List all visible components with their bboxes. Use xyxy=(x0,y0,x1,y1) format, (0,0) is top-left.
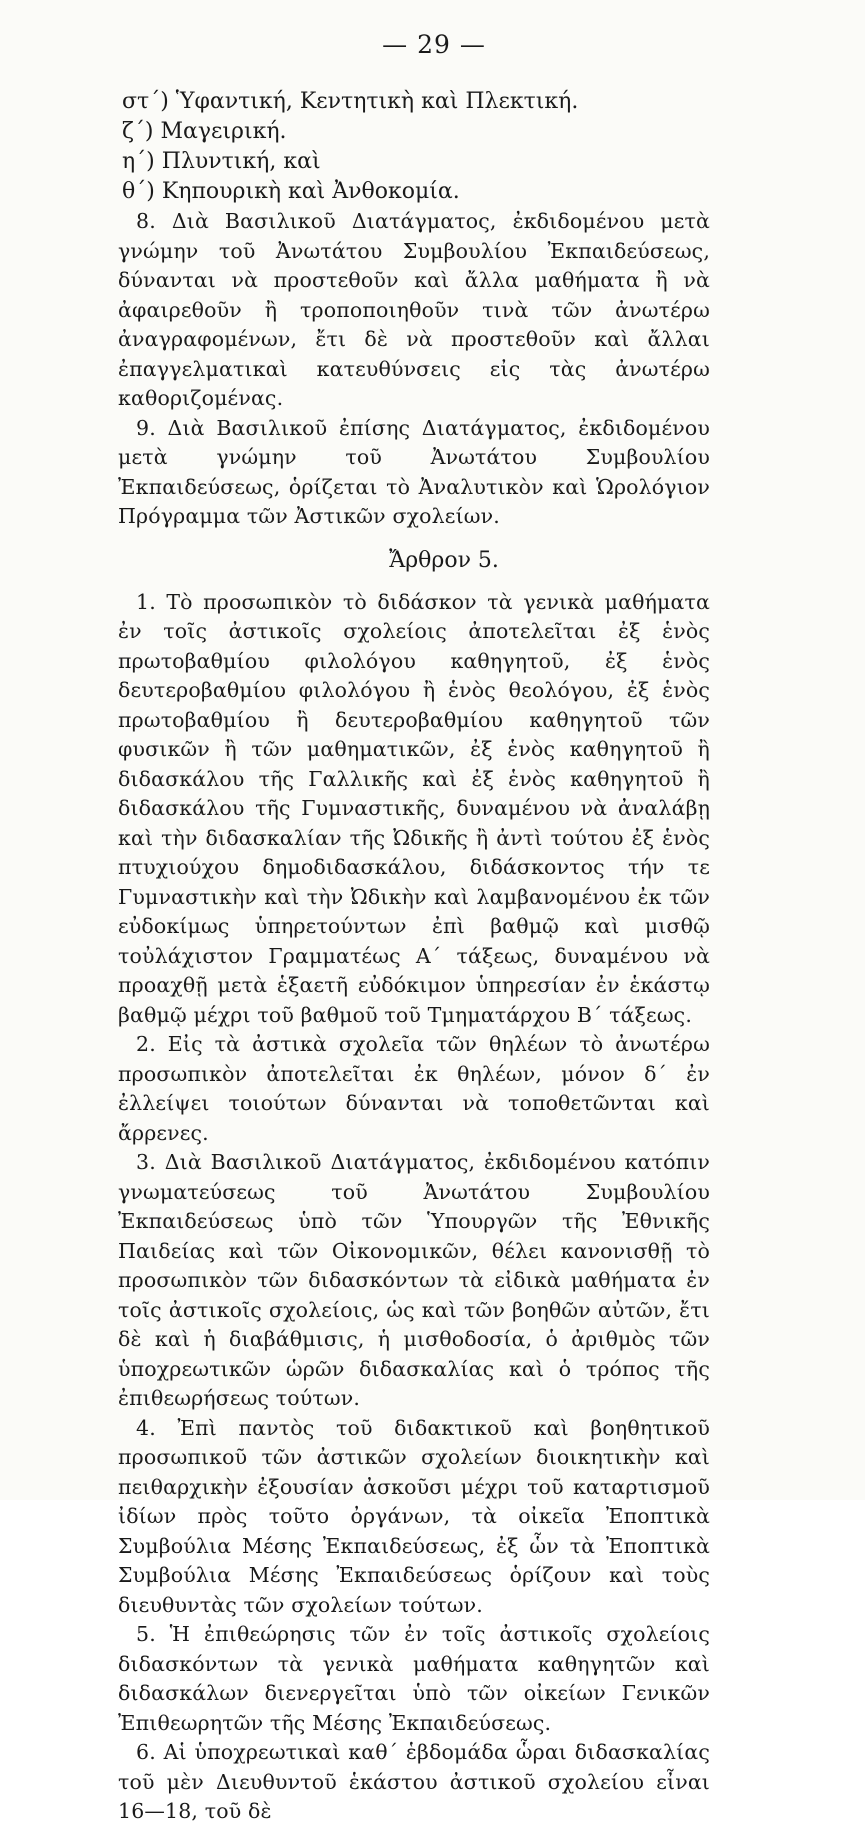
article-5-body xyxy=(118,588,710,1827)
list-item: η΄) Πλυντική, καὶ xyxy=(122,149,321,174)
paragraph-6: 6. Αἱ ὑποχρεωτικαὶ καθ΄ ἑβδομάδα ὧραι διδασκαλίας τοῦ μὲν Διευθυντοῦ ἑκάστου ἀστικοῦ σχολείου εἶναι 16—18, τοῦ δὲ xyxy=(118,1740,710,1823)
paragraph-8: 8. Διὰ Βασιλικοῦ Διατάγματος, ἐκδιδομένου μετὰ γνώμην τοῦ Ἀνωτάτου Συμβουλίου Ἐκπαιδεύσεως, δύνανται νὰ προστεθοῦν καὶ ἄλλα μαθήματα ἢ νὰ ἀφαιρεθοῦν ἢ τροποποιηθοῦν τινὰ τῶν ἀνωτέρω ἀναγραφομένων, ἔτι δὲ νὰ προστεθοῦν καὶ ἄλλαι ἐπαγγελματικαὶ κατευθύνσεις εἰς τὰς ἀνωτέρω καθοριζομένας. xyxy=(118,209,710,410)
page-number: — 29 — xyxy=(382,30,486,59)
paragraph-5: 5. Ἡ ἐπιθεώρησις τῶν ἐν τοῖς ἀστικοῖς σχολείοις διδασκόντων τὰ γενικὰ μαθήματα καθηγητῶν καὶ διδασκάλων διενεργεῖται ὑπὸ τῶν οἰκείων Γενικῶν Ἐπιθεωρητῶν τῆς Μέσης Ἐκπαιδεύσεως. xyxy=(118,1622,710,1735)
paragraph-1: 1. Τὸ προσωπικὸν τὸ διδάσκον τὰ γενικὰ μαθήματα ἐν τοῖς ἀστικοῖς σχολείοις ἀποτελεῖται ἐξ ἑνὸς πρωτοβαθμίου φιλολόγου καθηγητοῦ, ἐξ ἑνὸς δευτεροβαθμίου φιλολόγου ἢ ἑνὸς θεολόγου, ἐξ ἑνὸς πρωτοβαθμίου ἢ δευτεροβαθμίου καθηγητοῦ τῶν φυσικῶν ἢ τῶν μαθηματικῶν, ἐξ ἑνὸς καθηγητοῦ ἢ διδασκάλου τῆς Γαλλικῆς καὶ ἐξ ἑνὸς καθηγητοῦ ἢ διδασκάλου τῆς Γυμναστικῆς, δυναμένου νὰ ἀναλάβῃ καὶ τὴν διδασκαλίαν τῆς Ὠδικῆς ἢ ἀντὶ τούτου ἐξ ἑνὸς πτυχιούχου δημοδιδασκάλου, διδάσκοντος τήν τε Γυμναστικὴν καὶ τὴν Ὠδικὴν καὶ λαμβανομένου ἐκ τῶν εὐδοκίμως ὑπηρετούντων ἐπὶ βαθμῷ καὶ μισθῷ τοὐλάχιστον Γραμματέως Α΄ τάξεως, δυναμένου νὰ προαχθῇ μετὰ ἑξαετῆ εὐδόκιμον ὑπηρεσίαν ἐν ἑκάστῳ βαθμῷ μέχρι τοῦ βαθμοῦ τοῦ Τμηματάρχου Β΄ τάξεως. xyxy=(118,589,710,1027)
paragraph-2: 2. Εἰς τὰ ἀστικὰ σχολεῖα τῶν θηλέων τὸ ἀνωτέρω προσωπικὸν ἀποτελεῖται ἐκ θηλέων, μόνον δ΄ ἐν ἐλλείψει τοιούτων δύνανται νὰ τοποθετῶνται καὶ ἄρρενες. xyxy=(118,1032,710,1145)
paragraph-3: 3. Διὰ Βασιλικοῦ Διατάγματος, ἐκδιδομένου κατόπιν γνωματεύσεως τοῦ Ἀνωτάτου Συμβουλίου Ἐκπαιδεύσεως ὑπὸ τῶν Ὑπουργῶν τῆς Ἐθνικῆς Παιδείας καὶ τῶν Οἰκονομικῶν, θέλει κανονισθῇ τὸ προσωπικὸν τῶν διδασκόντων τὰ εἰδικὰ μαθήματα ἐν τοῖς ἀστικοῖς σχολείοις, ὡς καὶ τῶν βοηθῶν αὐτῶν, ἔτι δὲ καὶ ἡ διαβάθμισις, ἡ μισθοδοσία, ὁ ἀριθμὸς τῶν ὑποχρεωτικῶν ὡρῶν διδασκαλίας καὶ ὁ τρόπος τῆς ἐπιθεωρήσεως τούτων. xyxy=(118,1150,710,1410)
paragraph-9: 9. Διὰ Βασιλικοῦ ἐπίσης Διατάγματος, ἐκδιδομένου μετὰ γνώμην τοῦ Ἀνωτάτου Συμβουλίου Ἐκπαιδεύσεως, ὁρίζεται τὸ Ἀναλυτικὸν καὶ Ὡρολόγιον Πρόγραμμα τῶν Ἀστικῶν σχολείων. xyxy=(118,415,710,528)
article-4-continuation xyxy=(118,207,710,532)
subject-list xyxy=(118,87,710,207)
list-item: στ΄) Ὑφαντική, Κεντητικὴ καὶ Πλεκτική. xyxy=(122,89,579,114)
list-item: ζ΄) Μαγειρική. xyxy=(122,119,287,144)
paragraph-4: 4. Ἐπὶ παντὸς τοῦ διδακτικοῦ καὶ βοηθητικοῦ προσωπικοῦ τῶν ἀστικῶν σχολείων διοικητικὴν καὶ πειθαρχικὴν ἐξουσίαν ἀσκοῦσι μέχρι τοῦ καταρτισμοῦ ἰδίων πρὸς τοῦτο ὀργάνων, τὰ οἰκεῖα Ἐποπτικὰ Συμβούλια Μέσης Ἐκπαιδεύσεως, ἐξ ὧν τὰ Ἐποπτικὰ Συμβούλια Μέσης Ἐκπαιδεύσεως ὁρίζουν καὶ τοὺς διευθυντὰς τῶν σχολείων τούτων. xyxy=(118,1415,710,1617)
list-item: θ΄) Κηπουρικὴ καὶ Ἀνθοκομία. xyxy=(122,179,460,204)
article-heading: Ἄρθρον 5. xyxy=(389,547,499,573)
